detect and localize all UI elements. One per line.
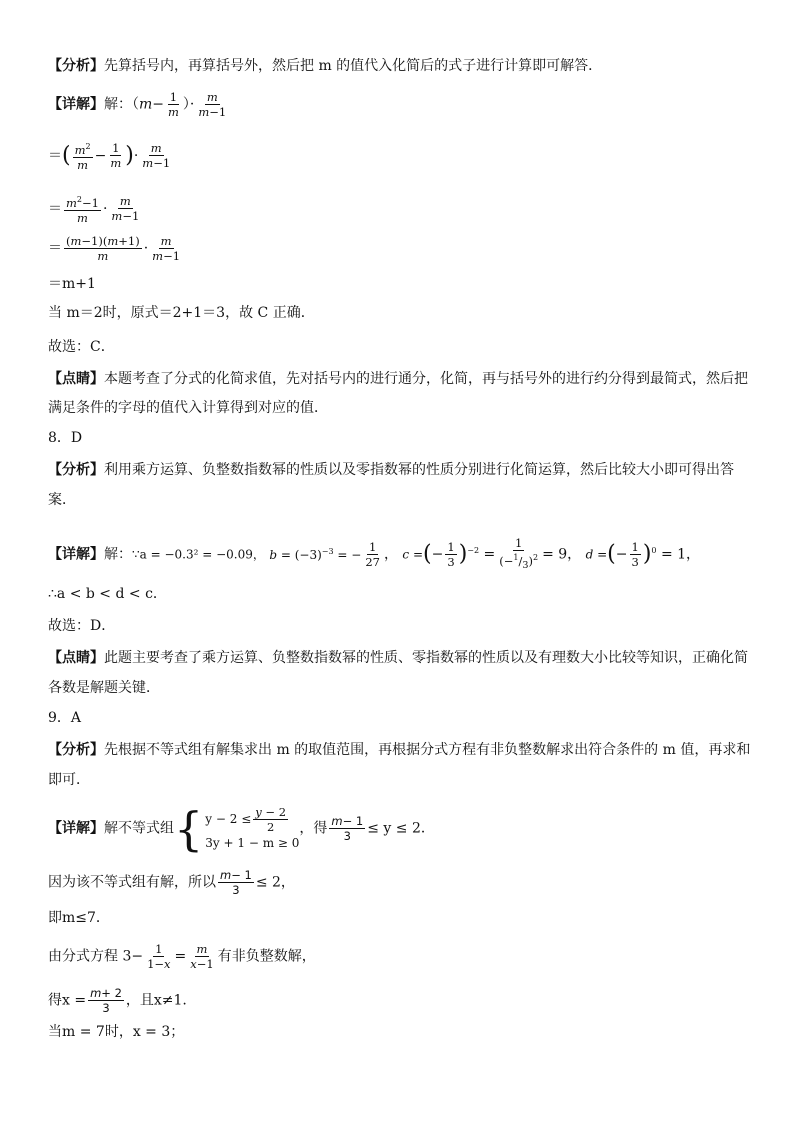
detail-prefix: 解不等式组: [104, 820, 174, 837]
q7-choice: 故选：C．: [48, 339, 115, 355]
detail-tag: 【详解】: [48, 820, 104, 837]
q9-because: [48, 868, 295, 897]
comment-text: 本题考查了分式的化简求值，先对括号内的进行通分，化简，再与括号外的进行约分得到最简式，然后把: [104, 371, 748, 387]
q7-comment-cont: 满足条件的字母的值代入计算得到对应的值．: [48, 400, 328, 416]
fraction: $\frac{m+ 2}{3}$: [90, 986, 122, 1015]
analysis-text: 先算括号内，再算括号外，然后把 m 的值代入化简后的式子进行计算即可解答．: [104, 58, 603, 74]
equation-tail: 有非负整数解，: [217, 948, 316, 965]
fraction: $\frac{m- 1}{3}$: [220, 868, 252, 897]
q8-heading: 8．D: [48, 430, 83, 446]
system-row-2: 3y + 1 − m ≥ 0: [205, 836, 300, 850]
equation-prefix: 由分式方程 3−: [48, 948, 144, 965]
because-tail: ≤ 2，: [255, 874, 295, 891]
fraction: $\frac{1}{3}$: [447, 540, 455, 570]
fraction: $\frac{(m-1)(m+1)}{m}$: [66, 234, 140, 263]
q8-analysis: [48, 460, 734, 480]
fraction: $\frac{m- 1}{3}$: [331, 814, 364, 843]
q9-x-value: [48, 986, 187, 1015]
q9-m-range: 即m≤7．: [48, 910, 110, 926]
comment-tag: 【点睛】: [48, 650, 104, 666]
fraction: $\frac{y - 2}{2}$: [255, 805, 287, 834]
fraction: $\frac{m}{m-1}$: [111, 194, 140, 224]
inequality-system: { y − 2 ≤ $\frac{y - 2}{2}$ 3y + 1 − m ≥ 0: [174, 801, 300, 856]
analysis-tag: 【分析】: [48, 462, 104, 478]
q8-detail-line: 【详解】解：∵a = −0.3² = −0.09， $b = (-3)^{-3}$ = − $\frac{1}{27}$ ， c =(− $\frac{1}{3}$ )$^{-2}$ = $\frac{1}{(-^1/_3)^2}$ = 9， d =(− $\frac{1}{3}$ )$^0$ = 1，: [48, 536, 701, 572]
fraction: $\frac{1}{(-^1/_3)^2}$: [499, 536, 539, 572]
fraction: $\frac{m}{x-1}$: [190, 942, 214, 971]
fraction: $\frac{m^2}{m}$: [74, 142, 91, 172]
q7-result: ＝m+1: [48, 276, 96, 292]
q8-comment-cont: 各数是解题关键．: [48, 680, 160, 696]
x-tail: ，且x≠1.: [125, 992, 187, 1009]
q7-step2: ＝ $\frac{m^2-1}{m}$ · $\frac{m}{m-1}$: [48, 194, 140, 225]
x-prefix: 得x =: [48, 992, 87, 1009]
q9-equation: 由分式方程 3− $\frac{1}{1-x}$ = $\frac{m}{x-1}$ 有非负整数解，: [48, 942, 316, 971]
q8-choice: 故选：D．: [48, 618, 116, 634]
q7-step1: ＝( $\frac{m^2}{m}$ − $\frac{1}{m}$ )· $\frac{m}{m-1}$: [48, 141, 171, 172]
detail-prefix: 解：: [104, 546, 132, 563]
q7-step3: ＝ $\frac{(m-1)(m+1)}{m}$ · $\frac{m}{m-1}$: [48, 234, 181, 263]
q9-heading: 9．A: [48, 710, 82, 726]
comment-text: 此题主要考查了乘方运算、负整数指数幂的性质、零指数幂的性质以及有理数大小比较等知识，正确化简: [104, 650, 748, 666]
q9-analysis: [48, 740, 750, 760]
q8-analysis-cont: 案．: [48, 492, 76, 508]
range-text: ≤ y ≤ 2．: [367, 820, 435, 837]
analysis-tag: 【分析】: [48, 58, 104, 74]
q7-detail-line: 【详解】解：（m− $\frac{1}{m}$ ）· $\frac{m}{m-1}$: [48, 90, 227, 119]
because-text: 因为该不等式组有解，所以: [48, 874, 216, 891]
q9-last: 当m = 7时，x = 3；: [48, 1024, 185, 1040]
fraction: $\frac{1}{27}$: [365, 540, 380, 570]
detail-tag: 【详解】: [48, 96, 104, 113]
fraction: $\frac{1}{3}$: [631, 540, 639, 570]
fraction: $\frac{1}{m}$: [110, 141, 122, 171]
q8-order: ∴a < b < d < c．: [48, 586, 167, 602]
fraction: $\frac{m^2-1}{m}$: [66, 195, 99, 225]
q8-comment: [48, 648, 748, 668]
comment-tag: 【点睛】: [48, 371, 104, 387]
analysis-tag: 【分析】: [48, 742, 104, 758]
q7-analysis: [48, 56, 602, 76]
fraction: $\frac{m}{m-1}$: [198, 90, 227, 119]
get-text: ，得: [299, 820, 328, 837]
system-row-1: y − 2 ≤: [205, 812, 252, 826]
analysis-text: 利用乘方运算、负整数指数幂的性质以及零指数幂的性质分别进行化简运算，然后比较大小即可得出答: [104, 462, 734, 478]
fraction: $\frac{1}{1-x}$: [147, 942, 171, 971]
detail-prefix: 解：: [104, 96, 132, 113]
q7-substitute: 当 m＝2时，原式＝2+1＝3，故 C 正确．: [48, 305, 315, 321]
a-expression: ∵a = −0.3² = −0.09，: [132, 547, 265, 562]
fraction: $\frac{m}{m-1}$: [152, 234, 181, 263]
q9-analysis-cont: 即可．: [48, 772, 90, 788]
analysis-text: 先根据不等式组有解集求出 m 的取值范围，再根据分式方程有非负整数解求出符合条件的 m 值，再求和: [104, 742, 751, 758]
detail-tag: 【详解】: [48, 546, 104, 563]
q7-comment: [48, 369, 748, 389]
q9-detail-line: [48, 801, 435, 856]
fraction: $\frac{1}{m}$: [168, 90, 179, 119]
fraction: $\frac{m}{m-1}$: [142, 141, 171, 171]
